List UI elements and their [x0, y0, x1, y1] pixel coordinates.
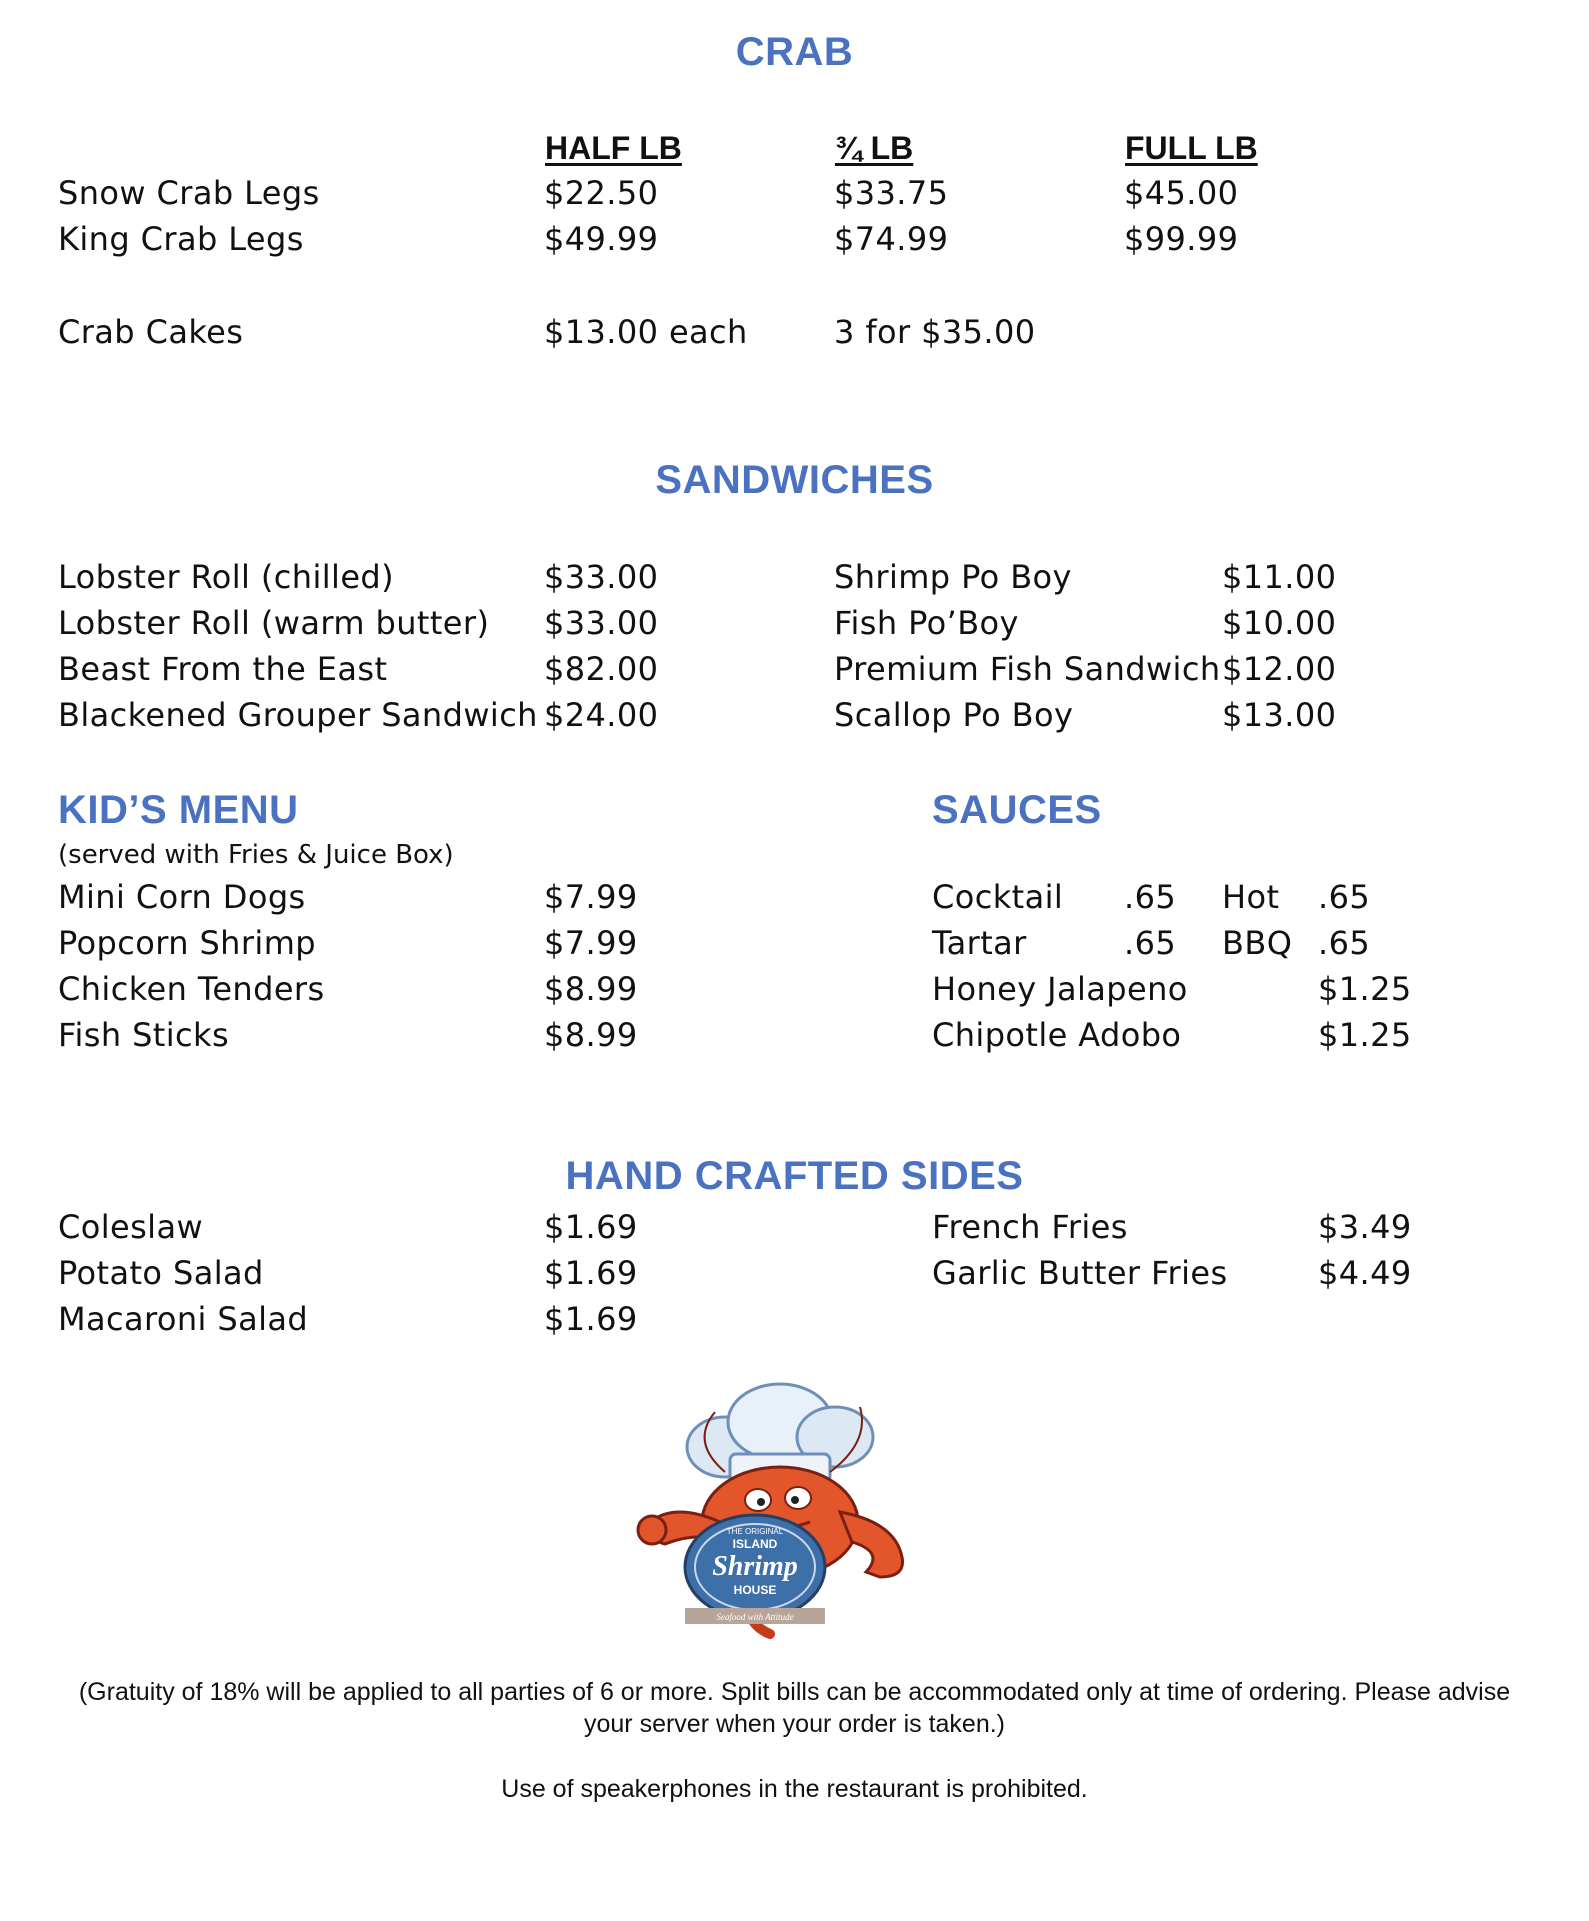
- sauce-price: $1.25: [1318, 1016, 1412, 1054]
- sandwiches-heading: SANDWICHES: [655, 458, 934, 502]
- crab-heading: CRAB: [735, 30, 854, 74]
- logo-top-text: THE ORIGINAL: [726, 1527, 784, 1536]
- kids-item-name: Fish Sticks: [58, 1016, 230, 1054]
- crab-price-three-quarter: $33.75: [834, 174, 949, 212]
- side-price: $1.69: [544, 1254, 638, 1292]
- logo-tagline: Seafood with Attitude: [716, 1612, 794, 1622]
- side-price: $1.69: [544, 1208, 638, 1246]
- logo-house-text: HOUSE: [733, 1583, 777, 1597]
- kids-item-name: Chicken Tenders: [58, 970, 325, 1008]
- kids-item-price: $8.99: [544, 970, 638, 1008]
- sandwich-name: Shrimp Po Boy: [834, 558, 1072, 596]
- sauce-price: .65: [1124, 924, 1177, 962]
- sauce-price: $1.25: [1318, 970, 1412, 1008]
- gratuity-note-line2: your server when your order is taken.): [583, 1710, 1005, 1738]
- sandwich-price: $10.00: [1222, 604, 1337, 642]
- crab-cakes-each-price: $13.00 each: [544, 313, 748, 351]
- crab-cakes-name: Crab Cakes: [58, 313, 244, 351]
- sauce-name: BBQ: [1222, 924, 1293, 962]
- sandwich-name: Beast From the East: [58, 650, 388, 688]
- side-price: $1.69: [544, 1300, 638, 1338]
- side-price: $3.49: [1318, 1208, 1412, 1246]
- sauce-name: Chipotle Adobo: [932, 1016, 1182, 1054]
- sandwich-name: Scallop Po Boy: [834, 696, 1074, 734]
- sandwich-price: $11.00: [1222, 558, 1337, 596]
- kids-item-price: $8.99: [544, 1016, 638, 1054]
- kids-item-name: Popcorn Shrimp: [58, 924, 316, 962]
- crab-price-half: $49.99: [544, 220, 659, 258]
- crab-price-three-quarter: $74.99: [834, 220, 949, 258]
- column-header-three-quarter-lb: ¾ LB: [835, 130, 914, 166]
- sauce-price: .65: [1124, 878, 1177, 916]
- side-name: French Fries: [932, 1208, 1128, 1246]
- side-name: Macaroni Salad: [58, 1300, 309, 1338]
- logo-island-text: ISLAND: [732, 1537, 778, 1551]
- sauce-name: Tartar: [932, 924, 1027, 962]
- shrimp-chef-logo: [630, 1372, 930, 1642]
- crab-price-full: $99.99: [1124, 220, 1239, 258]
- sandwich-price: $82.00: [544, 650, 659, 688]
- side-name: Potato Salad: [58, 1254, 264, 1292]
- sauce-name: Hot: [1222, 878, 1280, 916]
- sandwich-name: Premium Fish Sandwich: [834, 650, 1221, 688]
- sandwich-price: $24.00: [544, 696, 659, 734]
- sauce-name: Honey Jalapeno: [932, 970, 1188, 1008]
- sandwich-name: Blackened Grouper Sandwich: [58, 696, 538, 734]
- side-name: Coleslaw: [58, 1208, 204, 1246]
- side-price: $4.49: [1318, 1254, 1412, 1292]
- side-name: Garlic Butter Fries: [932, 1254, 1228, 1292]
- sandwich-price: $12.00: [1222, 650, 1337, 688]
- sauce-price: .65: [1318, 924, 1371, 962]
- sandwich-price: $33.00: [544, 558, 659, 596]
- sandwich-name: Fish Po’Boy: [834, 604, 1019, 642]
- kids-item-price: $7.99: [544, 924, 638, 962]
- column-header-full-lb: FULL LB: [1125, 130, 1258, 166]
- kids-menu-heading: KID’S MENU: [58, 788, 299, 832]
- crab-item-name: Snow Crab Legs: [58, 174, 320, 212]
- sauce-price: .65: [1318, 878, 1371, 916]
- crab-cakes-bundle-price: 3 for $35.00: [834, 313, 1036, 351]
- crab-price-full: $45.00: [1124, 174, 1239, 212]
- sandwich-price: $13.00: [1222, 696, 1337, 734]
- kids-menu-subtitle: (served with Fries & Juice Box): [58, 840, 454, 870]
- sandwich-name: Lobster Roll (warm butter): [58, 604, 490, 642]
- kids-item-price: $7.99: [544, 878, 638, 916]
- crab-price-half: $22.50: [544, 174, 659, 212]
- sandwich-name: Lobster Roll (chilled): [58, 558, 395, 596]
- speakerphone-notice: Use of speakerphones in the restaurant is prohibited.: [501, 1775, 1088, 1803]
- kids-item-name: Mini Corn Dogs: [58, 878, 306, 916]
- gratuity-note-line1: (Gratuity of 18% will be applied to all parties of 6 or more. Split bills can be accommodated only at time of ordering. Please advise: [78, 1678, 1511, 1706]
- column-header-half-lb: HALF LB: [545, 130, 682, 166]
- logo-shrimp-text: Shrimp: [712, 1551, 798, 1582]
- sauces-heading: SAUCES: [932, 788, 1102, 832]
- sides-heading: HAND CRAFTED SIDES: [565, 1154, 1024, 1198]
- crab-item-name: King Crab Legs: [58, 220, 304, 258]
- sandwich-price: $33.00: [544, 604, 659, 642]
- sauce-name: Cocktail: [932, 878, 1064, 916]
